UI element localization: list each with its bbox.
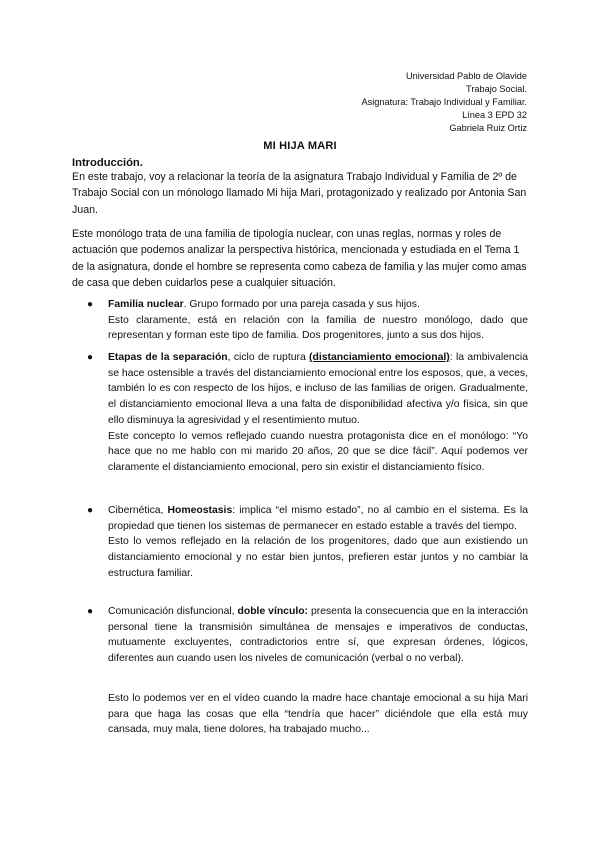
bullet-lead: Comunicación disfuncional, [108,606,238,617]
bullet-line [108,297,528,313]
intro-paragraph-2: Este monólogo trata de una familia de tipología nuclear, con unas reglas, normas y roles de actuación que podemos analizar la perspectiva histórica, mencionada y estudiada en el Tema 1 de la asignatura, donde el hombre se representa como cabeza de familia y las mujer como amas de casa que deben cuidarlos pese a cualquier situación. [72,228,527,289]
document-header [362,70,527,135]
bullet-term-underlined: (distanciamiento emocional) [309,352,450,363]
bullet-lead: Cibernética, [108,505,168,516]
bullet-term: Familia nuclear [108,299,184,310]
header-author: Gabriela Ruiz Ortiz [449,123,527,134]
bullet-text: : la ambivalencia se hace ostensible a través del distanciamiento emocional entre los esposos, que, a veces, también lo es con respecto de los hijos, e incluso de las familias de origen. Gradualmente, el distanciamiento emocional lleva a una falta de disponibilidad afectiva y/o física, sin que ello disminuya la agresividad y el resentimiento mutuo. [108,352,528,426]
bullet-icon: ● [87,299,94,310]
bullet-text: presenta la consecuencia que en la interacción personal tiene la transmisión simultánea de mensajes e imperativos de conductas, mutuamente excluyentes, contradictorios entre sí, que expresan órdenes, lógicos, diferentes aun cuando usen los niveles de comunicación (verbal o no verbal). [108,606,528,665]
bullet-paragraph: Esto lo vemos reflejado en la relación de los progenitores, dado que aun existiendo un distanciamiento emocional y no estar bien juntos, prefieren estar juntos y no cambiar la estructura familiar. [108,536,528,579]
bullet-text: : implica “el mismo estado”, no al cambio en el sistema. Es la propiedad que tienen los sistemas de permanecer en estado estable a través del tiempo. [108,505,528,532]
bullet-homeostasis [87,503,528,582]
bullet-etapas-separacion [87,350,528,476]
header-university: Universidad Pablo de Olavide [405,71,527,81]
document-title: MI HIJA MARI [263,140,337,152]
bullet-text: , ciclo de ruptura [227,352,310,363]
header-group: Línea 3 EPD 32 [462,110,527,121]
bullet-paragraph-example: Esto lo podemos ver en el vídeo cuando la madre hace chantaje emocional a su hija Mari para que haga las cosas que ella “tendría que hacer” diciéndole que ella está muy cansada, muy mala, tiene dolores, ha trabajado mucho... [108,693,528,736]
bullet-paragraph: Esto claramente, está en relación con la familia de nuestro monólogo, dado que representan y forman este tipo de familia. Dos progenitores, junto a sus dos hijos. [108,314,528,342]
bullet-line [108,350,528,429]
bullet-term: Etapas de la separación [108,352,228,363]
bullet-paragraph: Este concepto lo vemos reflejado cuando nuestra protagonista dice en el monólogo: “Yo hace que no me hablo con mi marido 20 años, 20 que se dice fácil”. Aquí podemos ver claramente el distanciamiento emocional, pero sin existir el distanciamiento físico. [108,430,528,473]
bullet-term: Homeostasis [167,505,233,516]
header-degree: Trabajo Social. [466,84,527,95]
intro-paragraph-1: En este trabajo, voy a relacionar la teoría de la asignatura Trabajo Individual y Familia de 2º de Trabajo Social con un mónologo llamado Mi hija Mari, protagonizado y realizado por Antonia San Juan. [72,171,527,216]
bullet-icon: ● [87,606,94,617]
bullet-icon: ● [87,352,94,363]
bullet-icon: ● [87,505,94,516]
bullet-familia-nuclear [87,297,528,344]
intro-heading: Introducción. [72,157,143,169]
bullet-text: . Grupo formado por una pareja casada y sus hijos. [183,299,420,310]
bullet-line [108,503,528,534]
bullet-doble-vinculo [87,604,528,667]
bullet-term: doble vínculo: [237,606,309,617]
header-subject: Asignatura: Trabajo Individual y Familiar. [361,97,527,108]
bullet-line [108,604,528,667]
